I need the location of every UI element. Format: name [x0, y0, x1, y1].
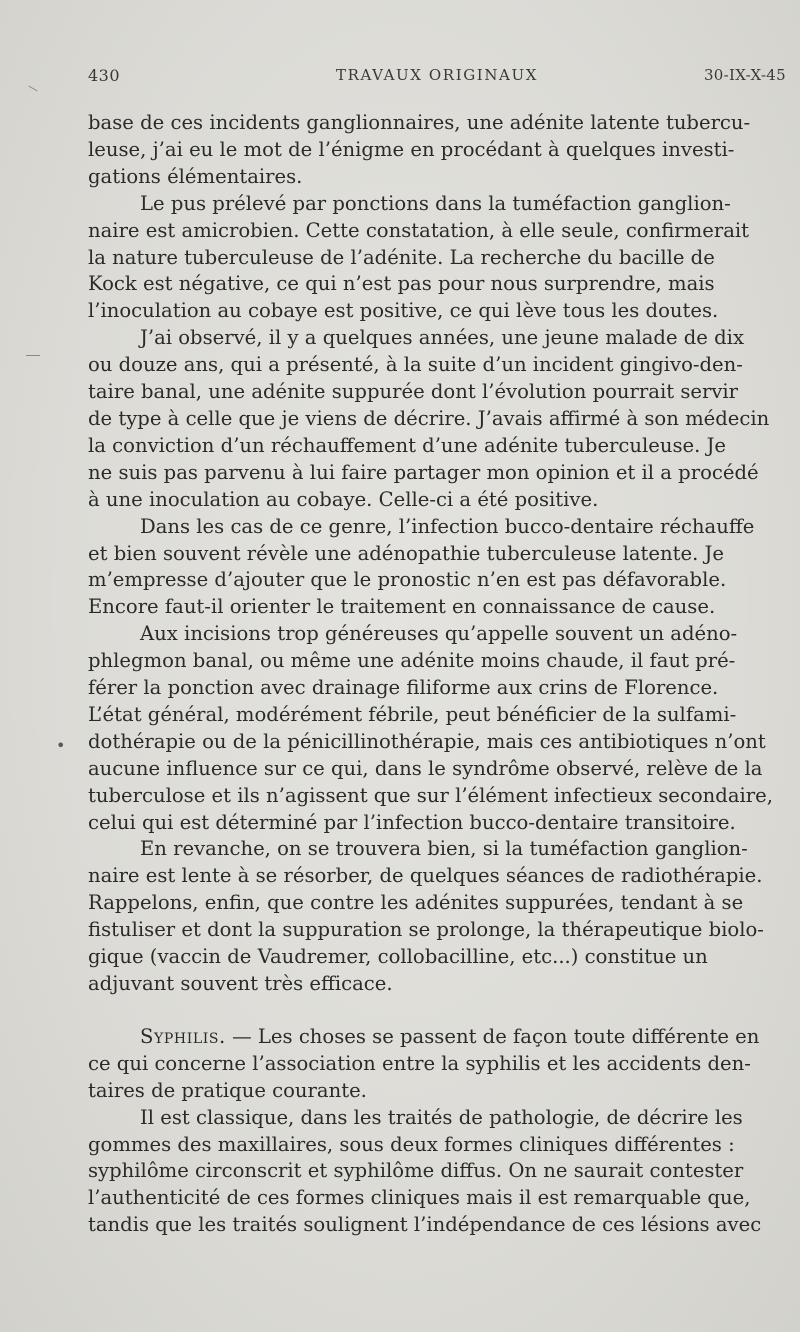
paragraph: Il est classique, dans les traités de pathologie, de décrire les gommes des maxillaires, sous deux formes cliniques différentes : syphilôme circonscrit et syphilôme diffus. On ne saurait contester l’authenticité de ces formes cliniques mais il est remarquable que, tandis que les traités soulignent l’indépendance de ces lésions avec [88, 1105, 762, 1237]
paragraph: Aux incisions trop généreuses qu’appelle souvent un adéno- phlegmon banal, ou même une adénite moins chaude, il faut pré- férer la ponction avec drainage filiforme aux crins de Florence. L’état général, modérément fébrile, peut bénéficier de la sulfami- dothérapie ou de la pénicillinothérapie, mais ces antibiotiques n’ont aucune influence sur ce qui, dans le syndrôme observé, relève de la tuberculose et ils n’agissent que sur l’élément infectieux secondaire, celui qui est déterminé par l’infection bucco-dentaire transitoire. [88, 622, 773, 834]
section-heading-syphilis: Syphilis. [140, 1024, 226, 1048]
paragraph: base de ces incidents ganglionnaires, une adénite latente tubercu- leuse, j’ai eu le mot de l’énigme en procédant à quelques investi- gations élémentaires. [88, 111, 751, 188]
margin-mark [26, 355, 40, 356]
paragraph: J’ai observé, il y a quelques années, une jeune malade de dix ou douze ans, qui a présenté, à la suite d’un incident gingivo-den- taire banal, une adénite suppurée dont l’évolution pourrait servir de type à celle que je viens de décrire. J’avais affirmé à son médecin la conviction d’un réchauffement d’une adénite tuberculeuse. Je ne suis pas parvenu à lui faire partager mon opinion et il a procédé à une inoculation au cobaye. Celle-ci a été positive. [88, 326, 770, 511]
section-gap [88, 998, 778, 1024]
syphilis-paragraph [88, 1024, 778, 1105]
paragraph: Dans les cas de ce genre, l’infection bucco-dentaire réchauffe et bien souvent révèle une adénopathie tuberculeuse latente. Je m’empresse d’ajouter que le pronostic n’en est pas défavorable. Encore faut-il orienter le traitement en connaissance de cause. [88, 514, 755, 619]
paragraph: En revanche, on se trouvera bien, si la tuméfaction ganglion- naire est lente à se résorber, de quelques séances de radiothérapie. Rappelons, enfin, que contre les adénites suppurées, tendant à se fistuliser et dont la suppuration se prolonge, la thérapeutique biolo- gique (vaccin de Vaudremer, collobacilline, etc...) constitue un adjuvant souvent très efficace. [88, 837, 764, 995]
ink-blot-mark: • [56, 736, 66, 755]
paragraph: Le pus prélevé par ponctions dans la tuméfaction ganglion- naire est amicrobien. Cette constatation, à elle seule, confirmerait la nature tuberculeuse de l’adénite. La recherche du bacille de Kock est négative, ce qui n’est pas pour nous surprendre, mais l’inoculation au cobaye est positive, ce qui lève tous les doutes. [88, 191, 750, 323]
margin-mark [28, 86, 37, 92]
running-title: TRAVAUX ORIGINAUX [335, 66, 539, 84]
header-date: 30-IX-X-45 [703, 66, 786, 84]
running-header [88, 66, 786, 92]
syphilis-paragraph-text: — Les choses se passent de façon toute différente en ce qui concerne l’association entre la syphilis et les accidents den- taires de pratique courante. [88, 1024, 760, 1102]
body-text [88, 110, 778, 1239]
page-number: 430 [88, 66, 121, 85]
